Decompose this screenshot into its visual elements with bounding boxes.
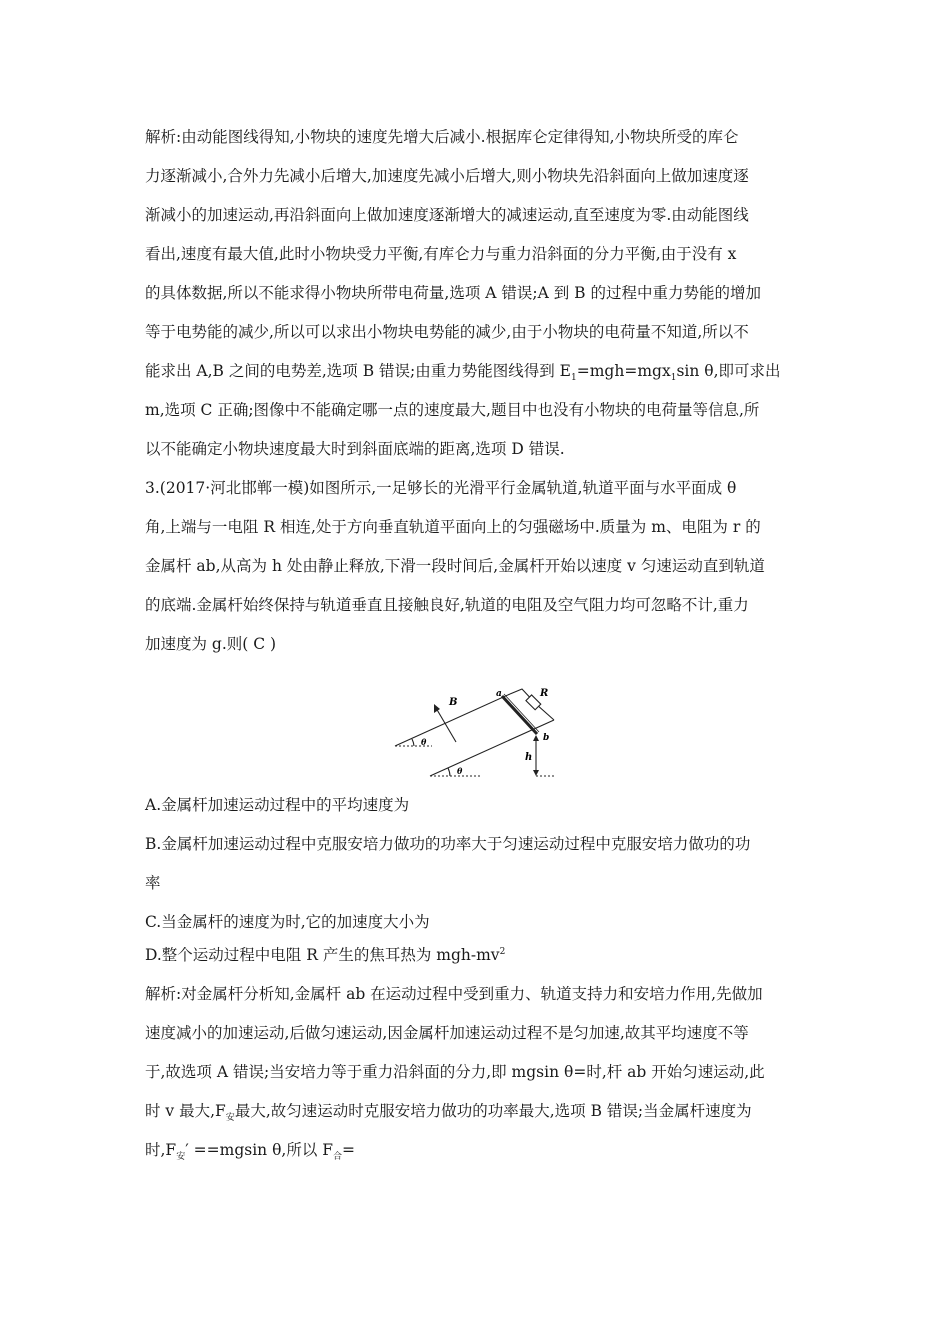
analysis1-line-1: 解析:由动能图线得知,小物块的速度先增大后减小.根据库仑定律得知,小物块所受的库仑: [145, 128, 739, 146]
label-b-point: b: [543, 733, 550, 743]
label-h: h: [525, 752, 533, 763]
question3-line-5: 加速度为 g.则( C ): [145, 635, 277, 653]
analysis1-line-8: m,选项 C 正确;图像中不能确定哪一点的速度最大,题目中也没有小物块的电荷量等信息,所: [145, 401, 760, 419]
analysis2-line-5: 时$,F_安' ==mgsin$ θ,所以 $F_合=$: [145, 1141, 356, 1163]
analysis1-line-2: 力逐渐减小,合外力先减小后增大,加速度先减小后增大,则小物块先沿斜面向上做加速度逐: [145, 167, 749, 185]
analysis1-line-5: 的具体数据,所以不能求得小物块所带电荷量,选项 A 错误;A 到 B 的过程中重力势能的增加: [145, 284, 761, 302]
label-b-field: B: [449, 697, 458, 708]
analysis1-line-4: 看出,速度有最大值,此时小物块受力平衡,有库仑力与重力沿斜面的分力平衡,由于没有 x: [145, 245, 737, 263]
label-theta-1: θ: [421, 737, 427, 747]
angle-arc-2: [448, 768, 450, 776]
option-c: C.当金属杆的速度为时,它的加速度大小为: [145, 913, 430, 931]
label-a: a: [496, 689, 502, 699]
analysis1-line-9: 以不能确定小物块速度最大时到斜面底端的距离,选项 D 错误.: [145, 440, 565, 458]
b-arrow-head: [434, 704, 440, 713]
question3-line-4: 的底端.金属杆始终保持与轨道垂直且接触良好,轨道的电阻及空气阻力均可忽略不计,重力: [145, 596, 749, 614]
analysis1-line-3: 渐减小的加速运动,再沿斜面向上做加速度逐渐增大的减速运动,直至速度为零.由动能图线: [145, 206, 749, 224]
analysis2-line-4: 时 v 最大$,F_安$最大,故匀速运动时克服安培力做功的功率最大,选项 B 错误;当金属杆速度为: [145, 1102, 752, 1124]
label-r: R: [540, 688, 549, 699]
resistor-icon: [526, 695, 541, 710]
question3-line-1: 3.(2017·河北邯郸一模)如图所示,一足够长的光滑平行金属轨道,轨道平面与水平面成 θ: [145, 479, 737, 497]
question3-line-2: 角,上端与一电阻 R 相连,处于方向垂直轨道平面向上的匀强磁场中.质量为 m、电阻为 r 的: [145, 518, 761, 536]
question3-line-3: 金属杆 ab,从高为 h 处由静止释放,下滑一段时间后,金属杆开始以速度 v 匀速运动直到轨道: [145, 557, 765, 575]
analysis1-line-6: 等于电势能的减少,所以可以求出小物块电势能的减少,由于小物块的电荷量不知道,所以不: [145, 323, 749, 341]
analysis1-line-7: 能求出 A,B 之间的电势差,选项 B 错误;由重力势能图线得到 $E_1=mgh=mgx_1\sin$ θ,即可求出: [145, 362, 781, 384]
analysis2-line-2: 速度减小的加速运动,后做匀速运动,因金属杆加速运动过程不是匀加速,故其平均速度不等: [145, 1024, 749, 1042]
option-b-line-1: B.金属杆加速运动过程中克服安培力做功的功率大于匀速运动过程中克服安培力做功的功: [145, 835, 751, 853]
option-a: A.金属杆加速运动过程中的平均速度为: [145, 796, 410, 814]
h-arrow-head-bottom: [533, 770, 539, 776]
option-b-line-2: 率: [145, 874, 161, 892]
h-arrow-head-top: [533, 735, 539, 741]
label-theta-2: θ: [457, 766, 463, 776]
analysis2-line-1: 解析:对金属杆分析知,金属杆 ab 在运动过程中受到重力、轨道支持力和安培力作用,先做加: [145, 985, 763, 1003]
b-field-arrow: [436, 708, 456, 742]
incline-rail-figure: [390, 684, 570, 780]
analysis2-line-3: 于,故选项 A 错误;当安培力等于重力沿斜面的分力,即 mgsin θ=时,杆 ab 开始匀速运动,此: [145, 1063, 765, 1081]
angle-arc-1: [412, 739, 414, 746]
option-d: D.整个运动过程中电阻 R 产生的焦耳热为 mgh-$mv^2$: [145, 946, 506, 964]
